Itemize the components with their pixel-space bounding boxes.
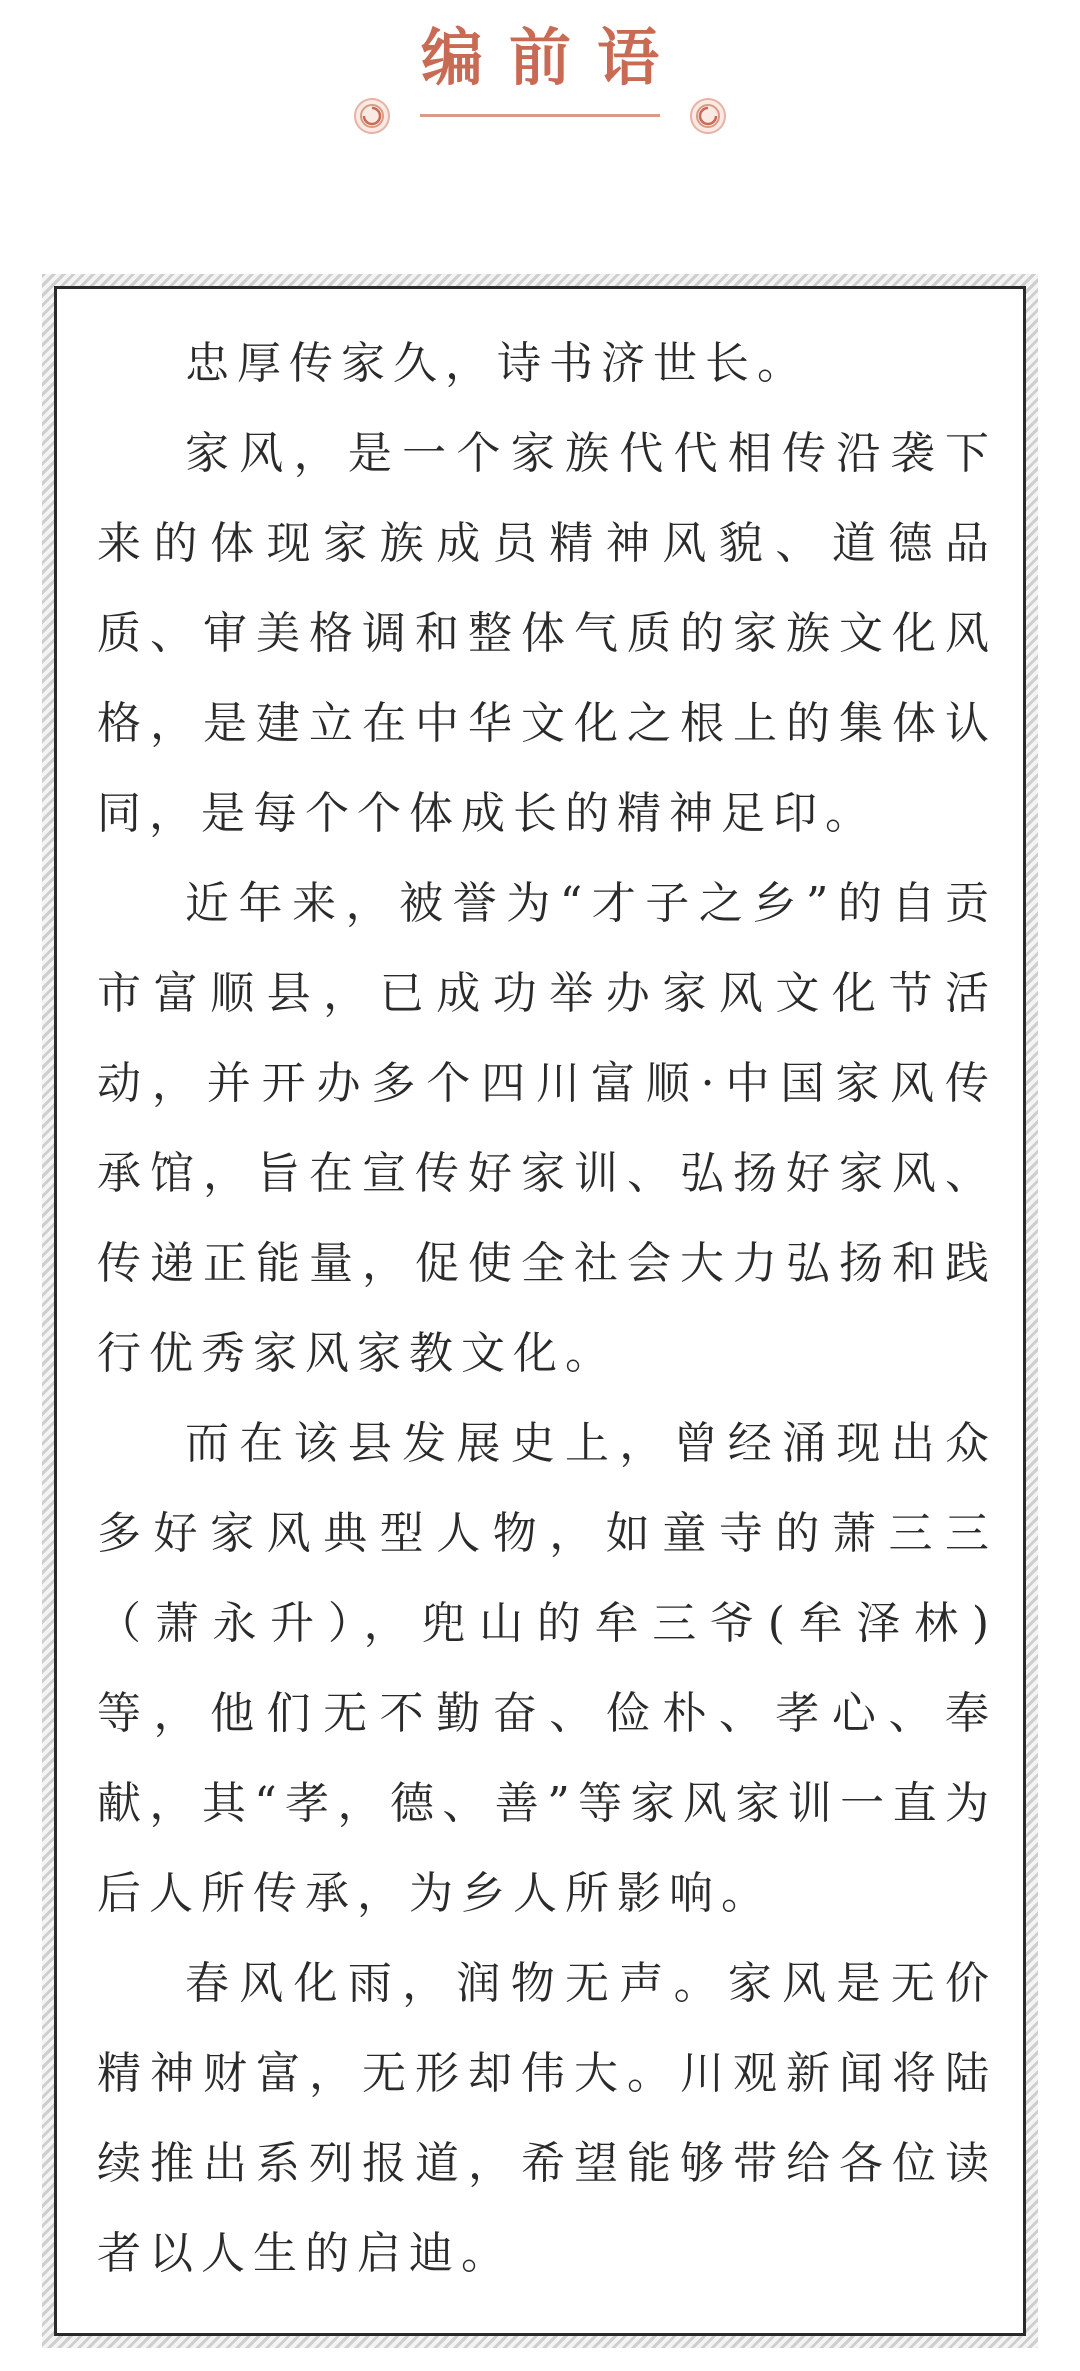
text-frame	[42, 274, 1038, 2348]
article-body	[97, 319, 997, 2299]
paragraph-5: 春风化雨，润物无声。家风是无价精神财富，无形却伟大。川观新闻将陆续推出系列报道，希望能够带给各位读者以人生的启迪。	[97, 1958, 997, 2279]
paragraph-1: 忠厚传家久，诗书济世长。	[185, 338, 809, 389]
title-underline	[420, 114, 660, 117]
paragraph-3: 近年来，被誉为“才子之乡”的自贡市富顺县，已成功举办家风文化节活动，并开办多个四川富顺·中国家风传承馆，旨在宣传好家训、弘扬好家风、传递正能量，促使全社会大力弘扬和践行优秀家风家教文化。	[97, 878, 997, 1379]
text-frame-inner	[54, 286, 1026, 2336]
paragraph-2: 家风，是一个家族代代相传沿袭下来的体现家族成员精神风貌、道德品质、审美格调和整体气质的家族文化风格，是建立在中华文化之根上的集体认同，是每个个体成长的精神足印。	[97, 428, 997, 839]
page-title: 编前语	[420, 21, 685, 94]
swirl-ornament-right-icon	[688, 96, 728, 136]
paragraph-4: 而在该县发展史上，曾经涌现出众多好家风典型人物，如童寺的萧三三（萧永升），兜山的牟三爷(牟泽林)等，他们无不勤奋、俭朴、孝心、奉献，其“孝，德、善”等家风家训一直为后人所传承，为乡人所影响。	[97, 1418, 997, 1919]
header	[0, 0, 1080, 150]
swirl-ornament-left-icon	[352, 96, 392, 136]
